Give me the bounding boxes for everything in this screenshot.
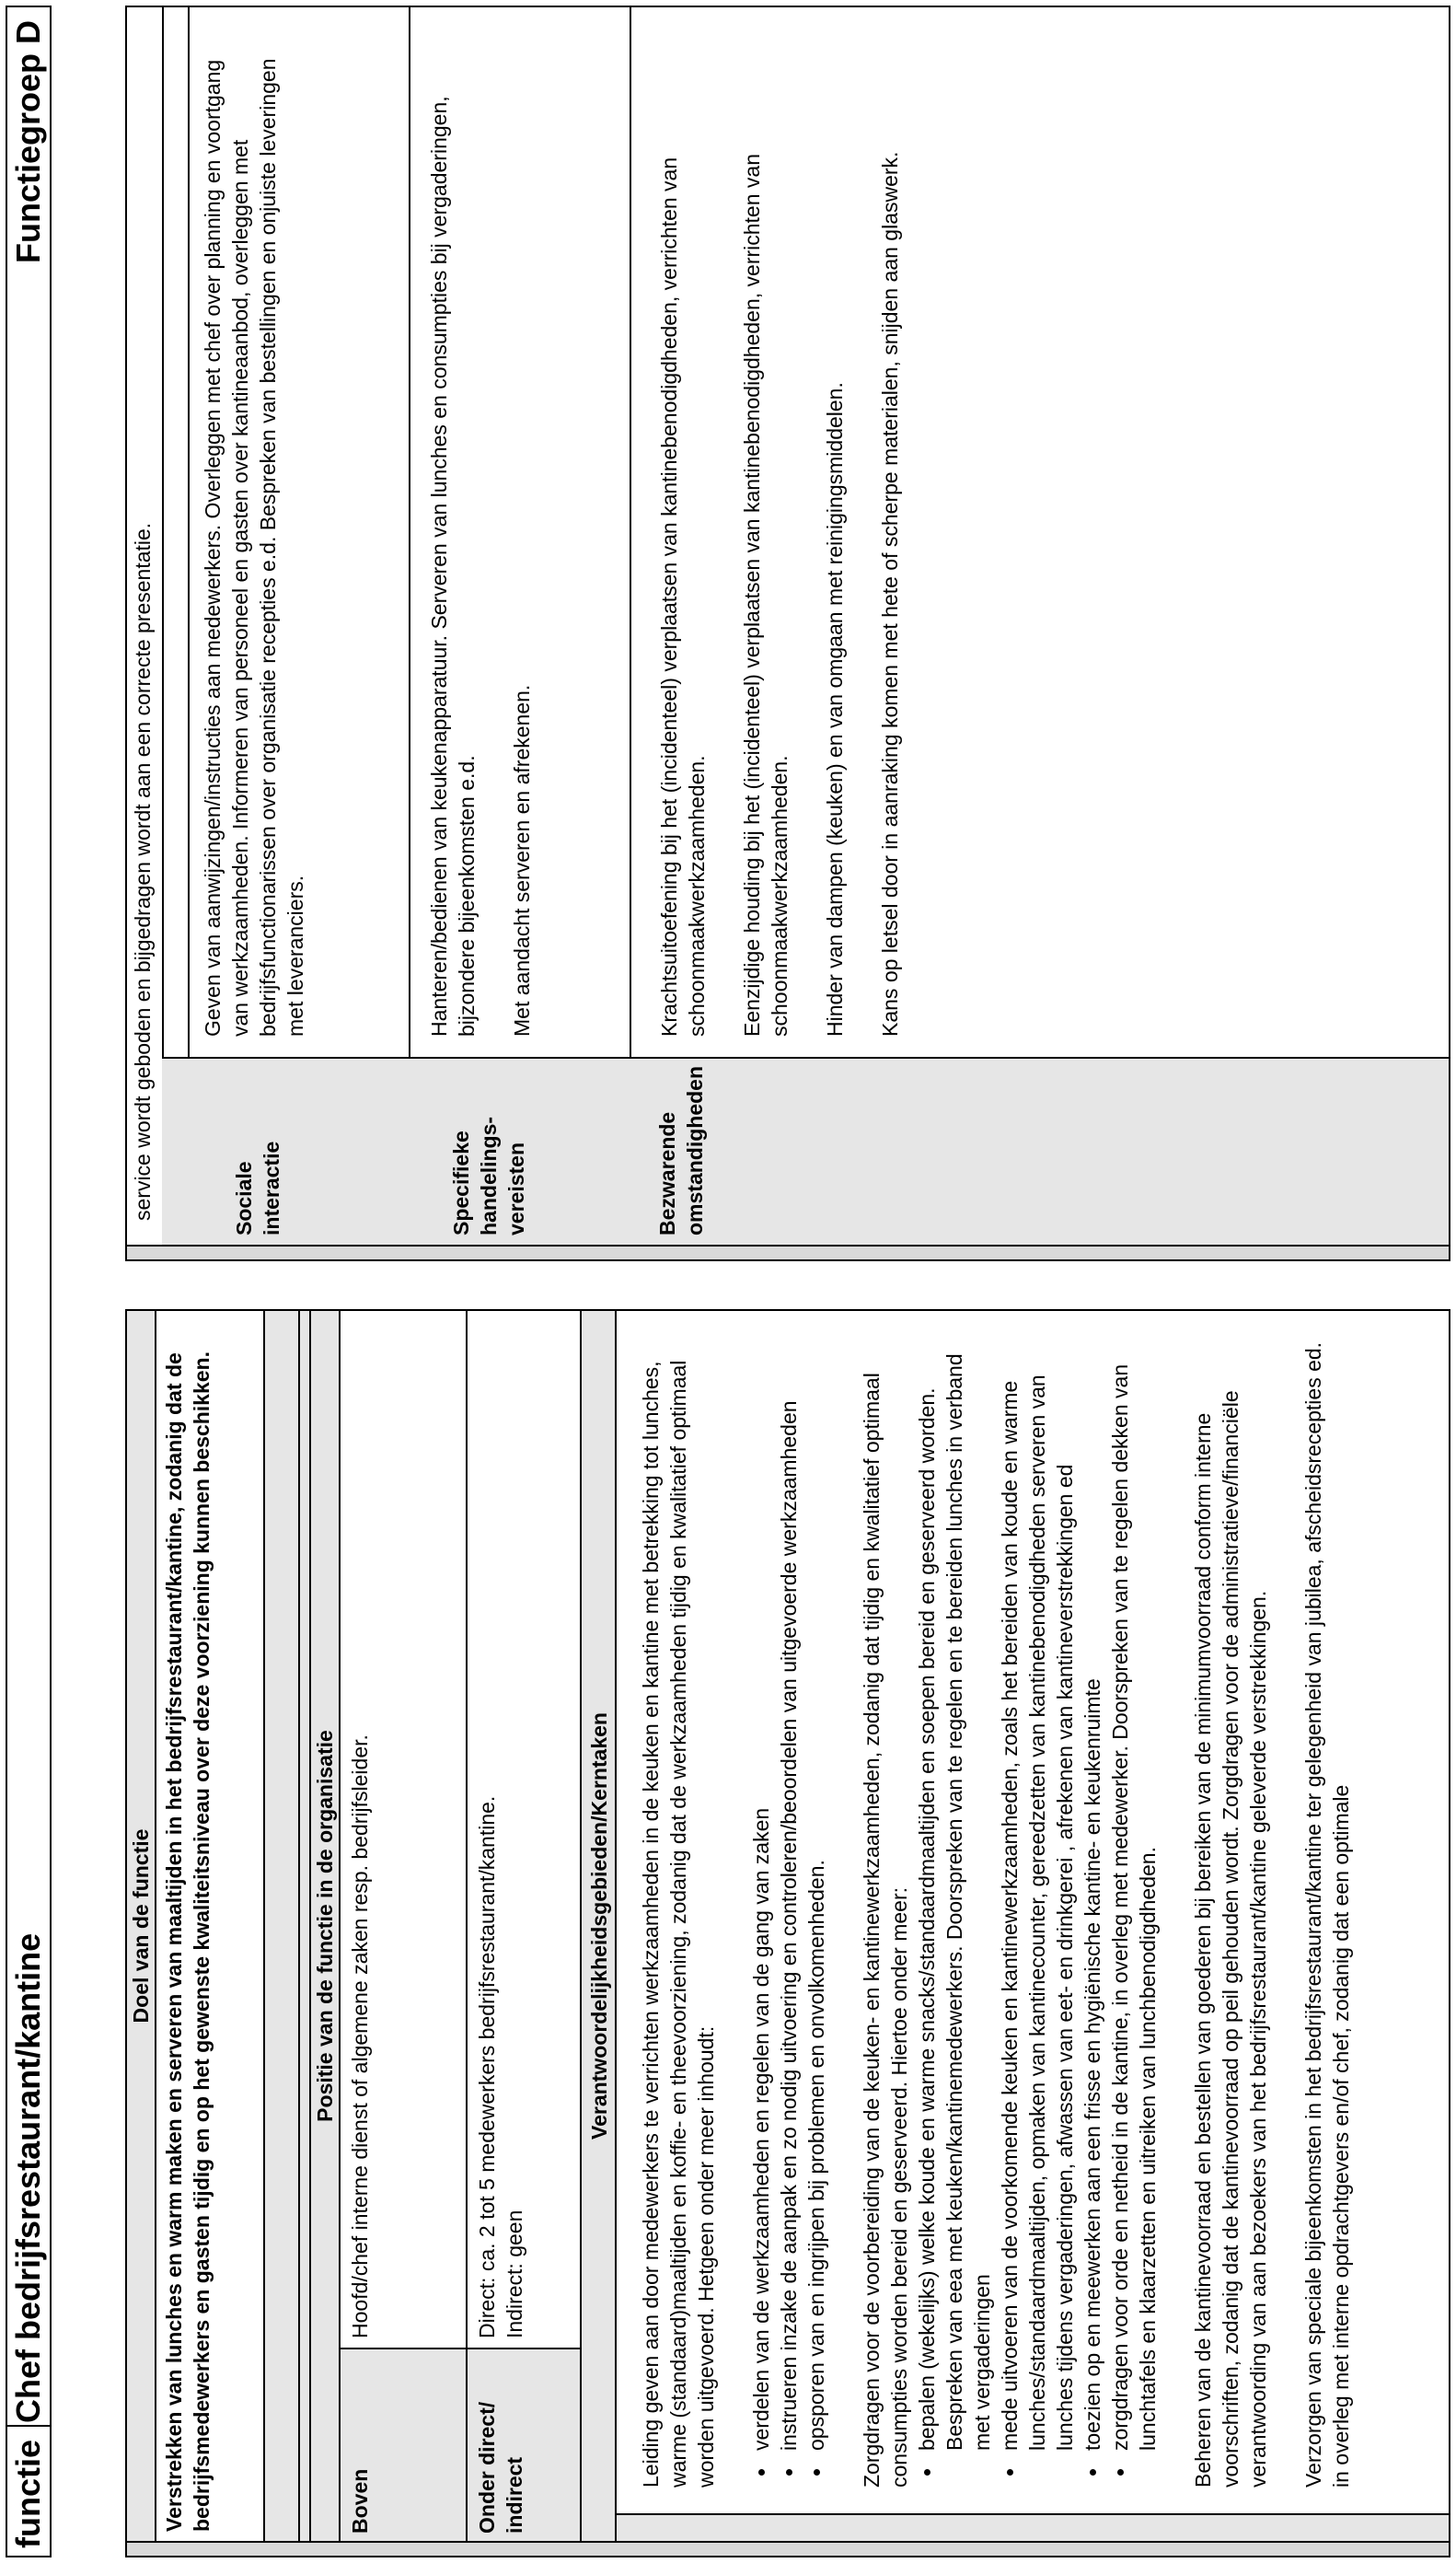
specifieke-p1: Hanteren/bedienen van keukenapparatuur. Serveren van lunches en consumpties bij vergaderingen, bijzondere bijeenkomsten e.d. <box>427 96 479 1037</box>
bezwarende-row <box>630 7 1449 1245</box>
onder-value <box>473 1320 528 2338</box>
bezwarende-p3: Hinder van dampen (keuken) en van omgaan met reinigingsmiddelen. <box>823 382 847 1037</box>
list-item: • mede uitvoeren van de voorkomende keuken en kantinewerkzaamheden, zoals het bereiden van koude en warme lunches/standaardmaaltijden, opmaken van kantinecounter, gereedzetten van kantinebenodigdheden serveren van lunches tijdens vergaderingen, afwassen van eet- en drinkgerei , afrekenen van kantineverstrekkingen ed <box>996 1324 1079 2456</box>
list-item: • verdelen van de werkzaamheden en regelen van de gang van zaken <box>747 1324 775 2456</box>
kerntaken-list-1 <box>747 1324 830 2488</box>
positie-heading: Positie van de functie in de organisatie <box>309 1311 341 2541</box>
specifieke-label: Specifieke handelings-vereisten <box>409 1057 630 1245</box>
specifieke-row <box>409 7 631 1245</box>
sociale-row <box>188 7 410 1245</box>
bezwarende-p4: Kans op letsel door in aanraking komen met hete of scherpe materialen, snijden aan glaswerk. <box>878 151 902 1037</box>
list-item: • bepalen (wekelijks) welke koude en warme snacks/standaardmaaltijden en soepen bereid en geserveerd worden. Bespreken van eea met keuken/kantinemedewerkers. Doorspreken van te regelen en te bereiden lunches in verband met vergaderingen <box>913 1324 996 2456</box>
specifieke-p2: Met aandacht serveren en afrekenen. <box>510 684 534 1037</box>
boven-row <box>339 1311 468 2541</box>
spacer-strip <box>263 1311 300 2541</box>
boven-value: Hoofd/chef interne dienst of algemene zaken resp. bedrijfsleider. <box>348 1734 372 2338</box>
kerntaken-leiding: Leiding geven aan door medewerkers te verrichten werkzaamheden in de keuken en kantine met betrekking tot lunches, warme (standaard)maaltijden en koffie- en theevoorziening, zodanig dat de werkzaamheden tijdig en kwalitatief optimaal worden uitgevoerd. Hetgeen onder meer inhoudt: <box>639 1360 718 2488</box>
right-column-table <box>125 6 1450 1261</box>
kerntaken-section <box>615 1311 1449 2541</box>
list-item: • zorgdragen voor orde en netheid in de kantine, in overleg met medewerker. Doorspreken van te regelen dekken van lunchtafels en klaarzetten en uitreiken van lunchbenodigdheden. <box>1106 1324 1161 2456</box>
list-item: • opsporen van en ingrijpen bij problemen en onvolkomenheden. <box>803 1324 830 2456</box>
doel-heading: Doel van de functie <box>127 1311 155 2541</box>
bezwarende-p1: Krachtsuitoefening bij het (incidenteel) verplaatsen van kantinebenodigdheden, verrichten van schoonmaakwerkzaamheden. <box>657 157 709 1037</box>
function-title-bar <box>6 6 52 2557</box>
doel-text: Verstrekken van lunches en warm maken en serveren van maaltijden in het bedrijfsrestaurant/kantine, zodanig dat de bedrijfsmedewerkers en gasten tijdig en op het gewenste kwaliteitsniveau over deze voorziening kunnen beschikken. <box>155 1311 263 2541</box>
kerntaken-content <box>637 1324 1382 2488</box>
kerntaken-heading: Verantwoordelijkheidsgebieden/Kerntaken <box>580 1311 617 2541</box>
function-name: Chef bedrijfsrestaurant/kantine <box>9 1932 47 2423</box>
left-column-table <box>125 1309 1450 2557</box>
kerntaken-beheren: Beheren van de kantinevoorraad en bestellen van goederen bij bereiken van de minimumvoorraad conform interne voorschriften, zodanig dat de kantinevoorraad op peil gehouden wordt. Zorgdragen voor de administratieve/financiële verantwoording van aan bezoekers van het bedrijfsrestaurant/kantine geleverde verstrekkingen. <box>1191 1390 1270 2488</box>
sociale-text: Geven van aanwijzingen/instructies aan medewerkers. Overleggen met chef over planning en voortgang van werkzaamheden. Informeren van personeel en gasten over kantineaanbod, overleggen met bedrijfsfunctionarissen over organisatie recepties e.d. Bespreken van bestellingen en onjuiste leveringen met leveranciers. <box>201 58 307 1037</box>
right-margin-strip <box>127 1245 1449 1259</box>
kerntaken-margin-strip <box>617 2513 1449 2541</box>
sociale-top-shade <box>162 1057 188 1245</box>
boven-label: Boven <box>341 2348 468 2541</box>
kerntaken-voorbereiding: Zorgdragen voor de voorbereiding van de keuken- en kantinewerkzaamheden, zodanig dat tijdig en kwalitatief optimaal consumpties worden bereid en geserveerd. Hiertoe onder meer: <box>860 1373 911 2488</box>
bezwarende-label: Bezwarende omstandigheden <box>630 1057 1449 1245</box>
continuation-text: service wordt geboden en bijgedragen wordt aan een correcte presentatie. <box>131 522 155 1221</box>
sociale-label: Sociale interactie <box>188 1057 409 1245</box>
onder-label: Onder direct/ indirect <box>468 2348 582 2541</box>
bezwarende-p2: Eenzijdige houding bij het (incidenteel) verplaatsen van kantinebenodigdheden, verrichten van schoonmaakwerkzaamheden. <box>740 154 792 1037</box>
onder-direct: Direct: ca. 2 tot 5 medewerkers bedrijfsrestaurant/kantine. <box>475 1795 499 2338</box>
onder-indirect: Indirect: geen <box>503 2209 526 2338</box>
left-margin-strip <box>127 2541 1449 2556</box>
function-label: functie <box>7 2425 50 2556</box>
kerntaken-verzorgen: Verzorgen van speciale bijeenkomsten in het bedrijfsrestaurant/kantine ter gelegenheid van jubilea, afscheidsrecepties ed. in overleg met interne opdrachtgevers en/of chef, zodanig dat een optimale <box>1301 1341 1353 2488</box>
continuation-row <box>127 7 164 1245</box>
onder-row <box>466 1311 582 2541</box>
function-group: Functiegroep D <box>9 20 47 264</box>
specifieke-text <box>425 26 563 1037</box>
list-item: • instrueren inzake de aanpak en zo nodig uitvoering en controleren/beoordelen van uitgevoerde werkzaamheden <box>775 1324 803 2456</box>
bezwarende-text <box>655 26 931 1037</box>
sociale-top-strip <box>162 7 190 1245</box>
list-item: • toezien op en meewerken aan een frisse en hygiënische kantine- en keukenruimte <box>1079 1324 1106 2456</box>
kerntaken-list-2 <box>913 1324 1161 2488</box>
